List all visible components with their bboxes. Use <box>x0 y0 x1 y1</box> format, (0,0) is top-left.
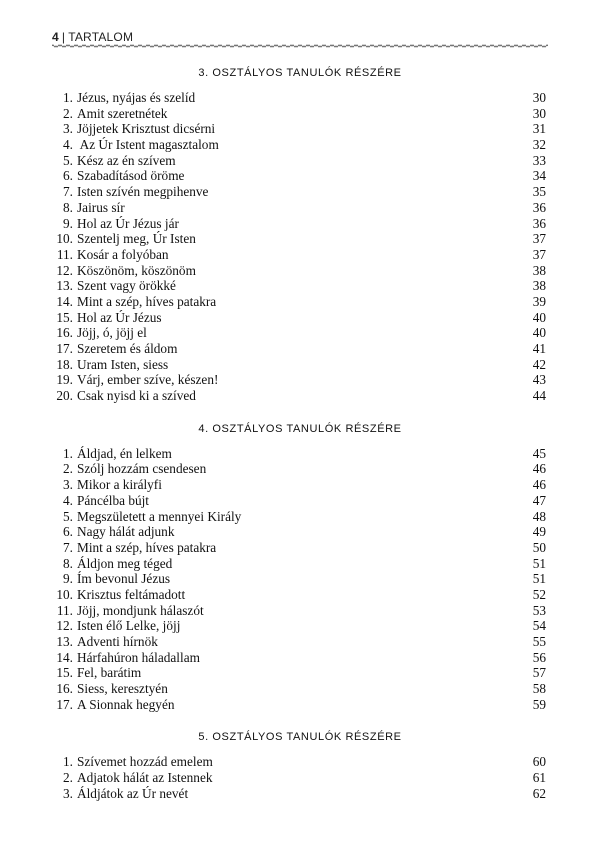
entry-title: Várj, ember szíve, készen! <box>77 372 219 388</box>
toc-entry <box>52 294 548 310</box>
entry-number: 19. <box>56 372 73 388</box>
entry-text <box>52 540 216 556</box>
entry-title: Jöjj, ó, jöjj el <box>77 325 147 341</box>
entry-page-number: 54 <box>532 618 546 634</box>
entry-page-number: 37 <box>532 246 546 262</box>
entry-number: 11. <box>56 246 73 262</box>
entry-number: 6. <box>63 168 73 184</box>
entry-text <box>52 634 158 650</box>
toc-entry <box>52 388 548 404</box>
entry-number: 1. <box>63 90 73 105</box>
entry-list <box>52 90 548 404</box>
toc-entry <box>52 786 548 802</box>
toc-entry <box>52 372 548 388</box>
toc-entry <box>52 357 548 373</box>
toc-entry <box>52 200 548 216</box>
entry-number: 18. <box>56 356 73 372</box>
entry-number: 1. <box>63 754 73 770</box>
entry-page-number: 48 <box>532 508 546 524</box>
entry-page-number: 44 <box>532 388 546 404</box>
entry-title: Mikor a királyfi <box>77 477 162 493</box>
entry-number: 8. <box>63 555 73 571</box>
entry-text <box>52 509 241 525</box>
entry-text <box>52 341 177 357</box>
toc-entry <box>52 325 548 341</box>
toc-entry <box>52 681 548 697</box>
entry-page-number: 55 <box>532 634 546 649</box>
toc-section-grade-5 <box>52 730 548 801</box>
toc-entry <box>52 665 548 681</box>
entry-number: 12. <box>56 262 73 278</box>
toc-entry <box>52 106 548 122</box>
entry-page-number: 38 <box>532 262 546 278</box>
toc-entry <box>52 153 548 169</box>
entry-number: 7. <box>63 539 73 555</box>
entry-title: Jöjj, mondjunk hálaszót <box>77 602 204 618</box>
toc-entry <box>52 603 548 619</box>
entry-list <box>52 446 548 713</box>
entry-title: Ím bevonul Jézus <box>77 571 171 587</box>
entry-text <box>52 650 200 666</box>
wavy-rule <box>52 43 548 49</box>
entry-text <box>52 325 147 341</box>
entry-number: 14. <box>56 649 73 665</box>
entry-text <box>52 278 176 294</box>
entry-title: Szívemet hozzád emelem <box>77 754 213 770</box>
toc-entry <box>52 770 548 786</box>
entry-title: Szólj hozzám csendesen <box>77 461 207 477</box>
entry-page-number: 35 <box>532 184 546 200</box>
toc-entry <box>52 587 548 603</box>
entry-number: 14. <box>56 293 73 309</box>
entry-text <box>52 556 172 572</box>
entry-text <box>52 587 185 603</box>
table-of-contents <box>52 66 548 820</box>
entry-title: Páncélba bújt <box>77 492 150 508</box>
entry-number: 16. <box>56 681 73 697</box>
section-title: 4. OSZTÁLYOS TANULÓK RÉSZÉRE <box>198 422 402 435</box>
toc-section-grade-3 <box>52 66 548 404</box>
toc-section-grade-4 <box>52 422 548 713</box>
entry-title: Szentelj meg, Úr Isten <box>77 231 196 247</box>
entry-page-number: 37 <box>532 231 546 247</box>
toc-entry <box>52 310 548 326</box>
entry-page-number: 53 <box>532 602 546 618</box>
entry-text <box>52 310 162 326</box>
toc-entry <box>52 446 548 462</box>
entry-number: 6. <box>63 524 73 540</box>
entry-number: 10. <box>56 586 73 602</box>
entry-text <box>52 697 175 713</box>
entry-text <box>52 263 196 279</box>
entry-page-number: 36 <box>532 215 546 231</box>
header-separator: | <box>61 30 66 44</box>
entry-text <box>52 754 213 770</box>
entry-page-number: 40 <box>532 325 546 341</box>
entry-page-number: 51 <box>532 555 546 571</box>
entry-number: 7. <box>63 184 73 200</box>
entry-text <box>52 231 196 247</box>
entry-title: Nagy hálát adjunk <box>77 524 175 540</box>
entry-number: 17. <box>56 696 73 712</box>
toc-entry <box>52 184 548 200</box>
entry-page-number: 40 <box>532 309 546 325</box>
entry-number: 2. <box>63 105 73 121</box>
entry-page-number: 45 <box>532 445 546 461</box>
entry-title: Jairus sír <box>77 199 125 215</box>
entry-text <box>52 247 169 263</box>
toc-entry <box>52 697 548 713</box>
entry-number: 5. <box>63 508 73 524</box>
entry-text <box>52 168 184 184</box>
entry-title: Kosár a folyóban <box>77 246 169 262</box>
toc-entry <box>52 634 548 650</box>
entry-number: 13. <box>56 634 73 649</box>
entry-text <box>52 681 168 697</box>
entry-text <box>52 137 219 153</box>
entry-title: Isten élő Lelke, jöjj <box>77 618 181 634</box>
entry-page-number: 49 <box>532 524 546 540</box>
entry-title: Jöjjetek Krisztust dicsérni <box>77 121 216 137</box>
toc-entry <box>52 278 548 294</box>
entry-page-number: 41 <box>532 341 546 356</box>
entry-title: Csak nyisd ki a szíved <box>77 388 196 404</box>
section-title: 3. OSZTÁLYOS TANULÓK RÉSZÉRE <box>198 67 402 79</box>
entry-text <box>52 618 180 634</box>
entry-page-number: 43 <box>532 372 546 388</box>
toc-entry <box>52 509 548 525</box>
entry-number: 1. <box>63 445 73 461</box>
entry-page-number: 62 <box>532 785 546 801</box>
toc-entry <box>52 263 548 279</box>
entry-text <box>52 184 208 200</box>
entry-text <box>52 786 188 802</box>
toc-entry <box>52 461 548 477</box>
toc-entry <box>52 540 548 556</box>
toc-entry <box>52 556 548 572</box>
entry-text <box>52 372 218 388</box>
toc-entry <box>52 90 548 106</box>
entry-text <box>52 357 168 373</box>
entry-number: 15. <box>56 309 73 325</box>
entry-number: 16. <box>56 325 73 341</box>
entry-text <box>52 216 179 232</box>
entry-title: Jézus, nyájas és szelíd <box>77 90 196 105</box>
entry-number: 2. <box>63 770 73 786</box>
entry-title: Isten szívén megpihenve <box>77 184 209 200</box>
toc-entry <box>52 121 548 137</box>
toc-entry <box>52 754 548 770</box>
entry-page-number: 56 <box>532 649 546 665</box>
entry-text <box>52 665 141 681</box>
entry-page-number: 46 <box>532 477 546 493</box>
entry-text <box>52 106 167 122</box>
entry-title: Áldjad, én lelkem <box>77 445 172 461</box>
entry-title: Kész az én szívem <box>77 152 176 168</box>
entry-number: 20. <box>56 388 73 404</box>
entry-page-number: 47 <box>532 492 546 508</box>
entry-title: Szabadításod öröme <box>77 168 185 184</box>
entry-title: Köszönöm, köszönöm <box>77 262 196 278</box>
toc-entry <box>52 477 548 493</box>
entry-number: 10. <box>56 231 73 247</box>
entry-text <box>52 524 174 540</box>
entry-page-number: 34 <box>532 168 546 184</box>
entry-number: 9. <box>63 571 73 587</box>
entry-text <box>52 388 196 404</box>
entry-text <box>52 90 195 106</box>
entry-title: Krisztus feltámadott <box>77 586 186 602</box>
toc-entry <box>52 216 548 232</box>
entry-title: Mint a szép, híves patakra <box>77 293 217 309</box>
toc-entry <box>52 247 548 263</box>
entry-title: Az Úr Istent magasztalom <box>77 137 219 153</box>
entry-page-number: 30 <box>532 105 546 121</box>
toc-entry <box>52 231 548 247</box>
entry-number: 8. <box>63 199 73 215</box>
running-header <box>52 30 133 44</box>
entry-page-number: 58 <box>532 681 546 697</box>
entry-text <box>52 770 213 786</box>
entry-number: 12. <box>56 618 73 634</box>
entry-page-number: 38 <box>532 278 546 294</box>
entry-title: Mint a szép, híves patakra <box>77 539 217 555</box>
toc-entry <box>52 524 548 540</box>
entry-text <box>52 153 176 169</box>
toc-entry <box>52 493 548 509</box>
entry-title: Fel, barátim <box>77 665 142 681</box>
entry-text <box>52 571 170 587</box>
entry-title: Hol az Úr Jézus <box>77 309 162 325</box>
entry-number: 2. <box>63 461 73 477</box>
entry-page-number: 36 <box>532 199 546 215</box>
entry-page-number: 39 <box>532 293 546 309</box>
entry-page-number: 61 <box>532 770 546 786</box>
entry-title: Siess, keresztyén <box>77 681 168 697</box>
entry-title: Hárfahúron háladallam <box>77 649 200 665</box>
entry-number: 13. <box>56 278 73 294</box>
toc-entry <box>52 571 548 587</box>
toc-entry <box>52 168 548 184</box>
entry-page-number: 51 <box>532 571 546 587</box>
entry-title: Uram Isten, siess <box>77 356 169 372</box>
entry-page-number: 50 <box>532 539 546 555</box>
entry-page-number: 30 <box>532 90 546 105</box>
entry-number: 11. <box>56 602 73 618</box>
toc-entry <box>52 341 548 357</box>
entry-page-number: 60 <box>532 754 546 770</box>
entry-page-number: 46 <box>532 461 546 477</box>
header-title: TARTALOM <box>68 30 134 44</box>
toc-entry <box>52 618 548 634</box>
entry-number: 9. <box>63 215 73 231</box>
entry-number: 3. <box>63 785 73 801</box>
entry-title: Hol az Úr Jézus jár <box>77 215 179 231</box>
toc-entry <box>52 650 548 666</box>
entry-text <box>52 294 216 310</box>
entry-page-number: 33 <box>532 152 546 168</box>
entry-title: Áldjátok az Úr nevét <box>77 785 189 801</box>
section-title: 5. OSZTÁLYOS TANULÓK RÉSZÉRE <box>198 731 402 744</box>
entry-page-number: 59 <box>532 696 546 712</box>
entry-page-number: 57 <box>532 665 546 681</box>
entry-number: 3. <box>63 477 73 493</box>
entry-number: 5. <box>63 152 73 168</box>
page-number: 4 <box>52 30 59 44</box>
entry-title: Szent vagy örökké <box>77 278 176 294</box>
entry-list <box>52 754 548 801</box>
entry-page-number: 52 <box>532 586 546 602</box>
entry-text <box>52 493 149 509</box>
entry-text <box>52 446 172 462</box>
entry-title: A Sionnak hegyén <box>77 696 175 712</box>
entry-text <box>52 121 215 137</box>
entry-title: Megszületett a mennyei Király <box>77 508 242 524</box>
entry-title: Amit szeretnétek <box>77 105 168 121</box>
entry-page-number: 32 <box>532 137 546 153</box>
entry-text <box>52 200 125 216</box>
entry-number: 17. <box>56 341 73 356</box>
toc-entry <box>52 137 548 153</box>
entry-page-number: 31 <box>532 121 546 137</box>
entry-text <box>52 477 162 493</box>
entry-number: 3. <box>63 121 73 137</box>
entry-title: Adjatok hálát az Istennek <box>77 770 213 786</box>
entry-title: Szeretem és áldom <box>77 341 178 356</box>
entry-page-number: 42 <box>532 356 546 372</box>
entry-title: Adventi hírnök <box>77 634 158 649</box>
entry-number: 4. <box>63 137 73 153</box>
entry-number: 15. <box>56 665 73 681</box>
entry-text <box>52 603 204 619</box>
entry-title: Áldjon meg téged <box>77 555 173 571</box>
entry-text <box>52 461 206 477</box>
entry-number: 4. <box>63 492 73 508</box>
